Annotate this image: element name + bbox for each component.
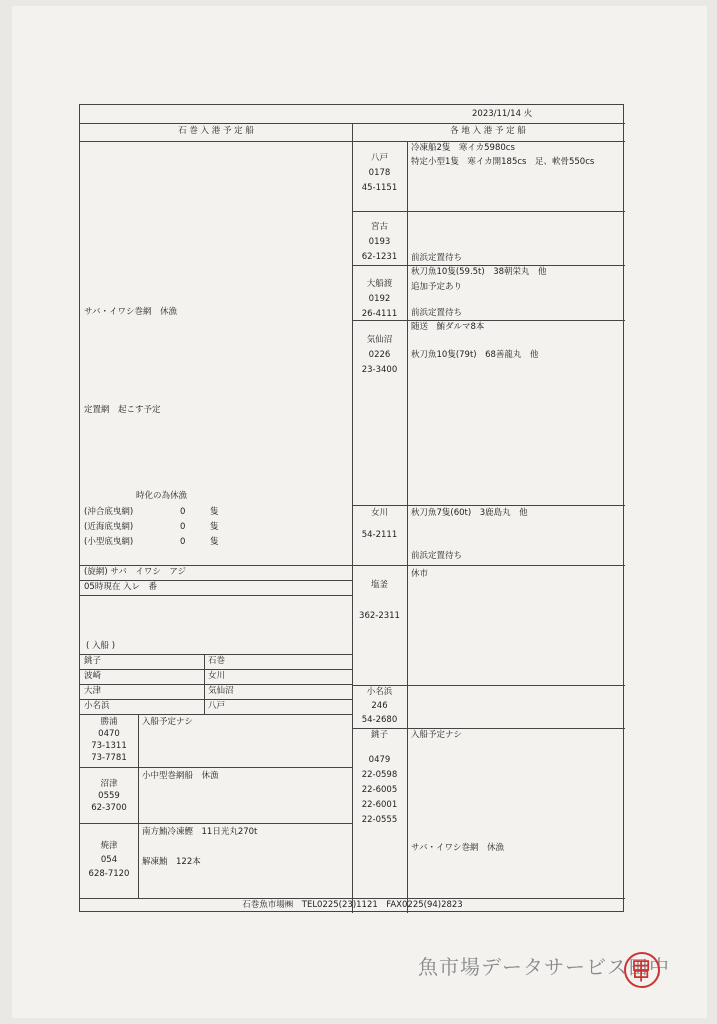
port-code: 246 <box>371 701 388 711</box>
port-name: 大船渡 <box>366 279 393 289</box>
closure-name: (近海底曳網) <box>84 522 134 532</box>
port-code: 0226 <box>368 350 391 360</box>
port-note: 南方鮪冷凍鰹 11日光丸270t <box>142 827 258 837</box>
port-name: 小名浜 <box>366 687 393 697</box>
port-note: サバ・イワシ巻網 休漁 <box>411 843 504 853</box>
port-note: 小中型巻網船 休漁 <box>142 771 219 781</box>
arrival-from: 銚子 <box>84 656 102 666</box>
closure-name: (沖合底曳網) <box>84 507 134 517</box>
port-code: 0479 <box>368 755 391 765</box>
closure-count: 0 <box>180 537 186 547</box>
port-note: 秋刀魚10隻(59.5t) 38朝栄丸 他 <box>411 267 547 277</box>
closure-unit: 隻 <box>210 507 219 517</box>
left-header: 石 巻 入 港 予 定 船 <box>178 126 254 136</box>
port-name: 塩釜 <box>370 580 388 590</box>
report-date: 2023/11/14 火 <box>472 109 533 119</box>
arrival-from: 波崎 <box>84 671 102 681</box>
port-tel: 54-2680 <box>361 715 398 725</box>
port-tel: 73-1311 <box>91 741 127 751</box>
port-code: 0178 <box>368 168 391 178</box>
right-header: 各 地 入 港 予 定 船 <box>450 126 526 136</box>
port-note: 休市 <box>411 569 429 579</box>
port-note: 冷凍船2隻 寒イカ5980cs <box>411 143 515 153</box>
port-tel: 54-2111 <box>361 530 398 540</box>
port-note: 特定小型1隻 寒イカ開185cs 足、軟骨550cs <box>411 157 595 167</box>
port-name: 八戸 <box>370 153 388 163</box>
arrival-to: 女川 <box>208 671 226 681</box>
port-tel: 45-1151 <box>361 183 398 193</box>
port-note: 追加予定あり <box>411 282 463 292</box>
port-tel: 62-1231 <box>361 252 398 262</box>
port-code: 0470 <box>98 729 120 739</box>
note-set-net: 定置網 起こす予定 <box>84 405 161 415</box>
seal-stamp <box>624 952 660 988</box>
port-note: 解凍鮪 122本 <box>142 857 201 867</box>
port-tel: 22-0555 <box>361 815 398 825</box>
port-name: 沼津 <box>100 779 118 789</box>
port-note: 入船予定ナシ <box>411 730 462 740</box>
port-name: 女川 <box>370 508 388 518</box>
closure-count: 0 <box>180 507 186 517</box>
port-name: 銚子 <box>370 730 388 740</box>
port-code: 054 <box>100 855 118 865</box>
closure-unit: 隻 <box>210 522 219 532</box>
closure-title: 時化の為休漁 <box>136 491 188 501</box>
closure-name: (小型底曳網) <box>84 537 134 547</box>
port-name: 焼津 <box>100 841 118 851</box>
port-tel: 362-2311 <box>359 611 400 621</box>
port-tel: 73-7781 <box>91 753 127 763</box>
port-name: 宮古 <box>370 222 388 232</box>
arrival-to: 八戸 <box>208 701 226 711</box>
port-tel: 22-6001 <box>361 800 398 810</box>
publisher-signature: 魚市場データサービス田中 <box>418 955 670 979</box>
arrival-label: ( 入船 ) <box>86 641 116 651</box>
port-note: 入船予定ナシ <box>142 717 193 727</box>
port-name: 勝浦 <box>100 717 118 727</box>
port-note: 秋刀魚7隻(60t) 3鹿島丸 他 <box>411 508 528 518</box>
port-tel: 628-7120 <box>88 869 130 879</box>
closure-unit: 隻 <box>210 537 219 547</box>
port-tel: 22-6005 <box>361 785 398 795</box>
port-code: 0559 <box>98 791 120 801</box>
closure-count: 0 <box>180 522 186 532</box>
arrival-from: 小名浜 <box>84 701 110 711</box>
port-tel: 22-0598 <box>361 770 398 780</box>
footer-contact: 石巻魚市場㈱ TEL0225(23)1121 FAX0225(94)2823 <box>242 900 463 910</box>
report-table <box>79 104 624 912</box>
note-purse-seine-closed: サバ・イワシ巻網 休漁 <box>84 307 177 317</box>
port-tel: 23-3400 <box>361 365 398 375</box>
port-name: 気仙沼 <box>366 335 393 345</box>
port-note: 随送 鮪ダルマ8本 <box>411 322 485 332</box>
port-code: 0193 <box>368 237 391 247</box>
seal-glyph-icon <box>626 954 658 986</box>
port-tel: 26-4111 <box>361 309 398 319</box>
purse-seine-line: (旋網) サバ イワシ アジ <box>84 567 186 577</box>
port-tel: 62-3700 <box>91 803 127 813</box>
port-code: 0192 <box>368 294 391 304</box>
port-note: 前浜定置待ち <box>411 308 463 318</box>
time-line: 05時現在 入レ 番 <box>84 582 158 592</box>
arrival-from: 大津 <box>84 686 102 696</box>
arrival-to: 気仙沼 <box>208 686 234 696</box>
port-note: 前浜定置待ち <box>411 253 463 263</box>
port-note: 前浜定置待ち <box>411 551 463 561</box>
arrival-to: 石巻 <box>208 656 226 666</box>
port-note: 秋刀魚10隻(79t) 68善龍丸 他 <box>411 350 539 360</box>
